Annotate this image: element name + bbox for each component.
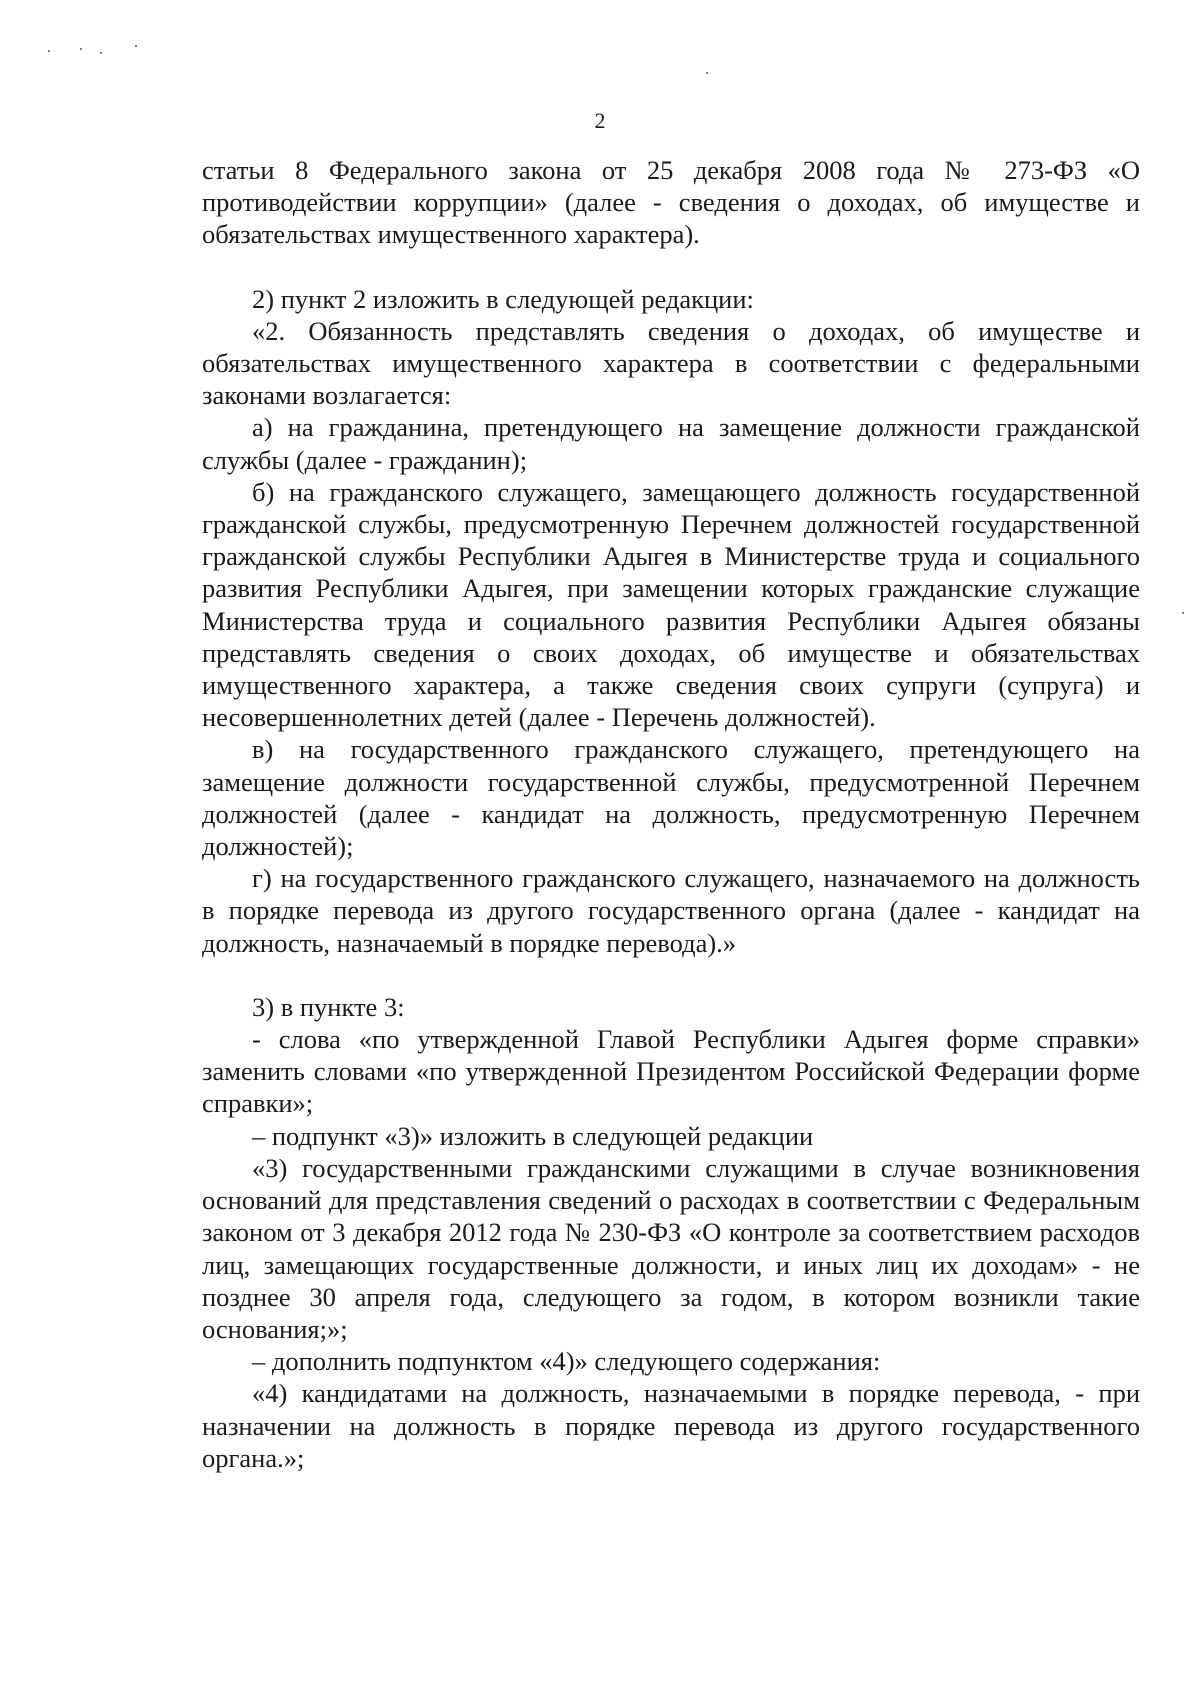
- paragraph-subitem-3-intro: – подпункт «3)» изложить в следующей редакции: [252, 1120, 814, 1151]
- paragraph-item-2: 2) пункт 2 изложить в следующей редакции:: [252, 283, 754, 314]
- paragraph-subitem-g: г) на государственного гражданского служащего, назначаемого на должность в порядке перевода из другого государственного органа (далее - кандидат на должность, назначаемый в порядке перевода).»: [202, 863, 1140, 958]
- paragraph-item-3: 3) в пункте 3:: [252, 991, 405, 1022]
- paragraph-subitem-4-intro: – дополнить подпунктом «4)» следующего содержания:: [252, 1346, 881, 1377]
- paragraph-subitem-v: в) на государственного гражданского служащего, претендующего на замещение должности государственной службы, предусмотренной Перечнем должностей (далее - кандидат на должность, предусмотренную Перечнем должностей);: [202, 734, 1140, 862]
- paragraph-subitem-3: «3) государственными гражданскими служащими в случае возникновения оснований для представления сведений о расходах в соответствии с Федеральным законом от 3 декабря 2012 года № 230-ФЗ «О контроле за соответствием расходов лиц, замещающих государственные должности, и иных лиц их доходам» - не позднее 30 апреля года, следующего за годом, в котором возникли такие основания;»;: [202, 1152, 1140, 1344]
- scan-speck: [1182, 612, 1184, 614]
- page-number: 2: [594, 108, 606, 133]
- paragraph-intro: статьи 8 Федерального закона от 25 декабря 2008 года № 273-ФЗ «О противодействии коррупции» (далее - сведения о доходах, об имуществе и обязательствах имущественного характера).: [202, 155, 1140, 250]
- scan-speck: [48, 50, 50, 52]
- scan-speck: [100, 52, 102, 54]
- document-body: [202, 154, 1140, 1474]
- paragraph-clause-2: «2. Обязанность представлять сведения о доходах, об имуществе и обязательствах имущественного характера в соответствии с федеральными законами возлагается:: [202, 315, 1140, 411]
- scan-speck: [80, 48, 82, 50]
- scan-speck: [706, 72, 708, 74]
- scan-speck: [135, 45, 137, 47]
- paragraph-words-replace: - слова «по утвержденной Главой Республики Адыгея форме справки» заменить словами «по утвержденной Президентом Российской Федерации форме справки»;: [202, 1024, 1140, 1119]
- paragraph-subitem-a: а) на гражданина, претендующего на замещение должности гражданской службы (далее - гражданин);: [202, 412, 1140, 475]
- paragraph-subitem-4: «4) кандидатами на должность, назначаемыми в порядке перевода, - при назначении на должность в порядке перевода из другого государственного органа.»;: [202, 1378, 1140, 1473]
- paragraph-subitem-b: б) на гражданского служащего, замещающего должность государственной гражданской службы, предусмотренную Перечнем должностей государственной гражданской службы Республики Адыгея в Министерстве труда и социального развития Республики Адыгея, при замещении которых гражданские служащие Министерства труда и социального развития Республики Адыгея обязаны представлять сведения о своих доходах, об имуществе и обязательствах имущественного характера, а также сведения своих супруги (супруга) и несовершеннолетних детей (далее - Перечень должностей).: [202, 476, 1140, 733]
